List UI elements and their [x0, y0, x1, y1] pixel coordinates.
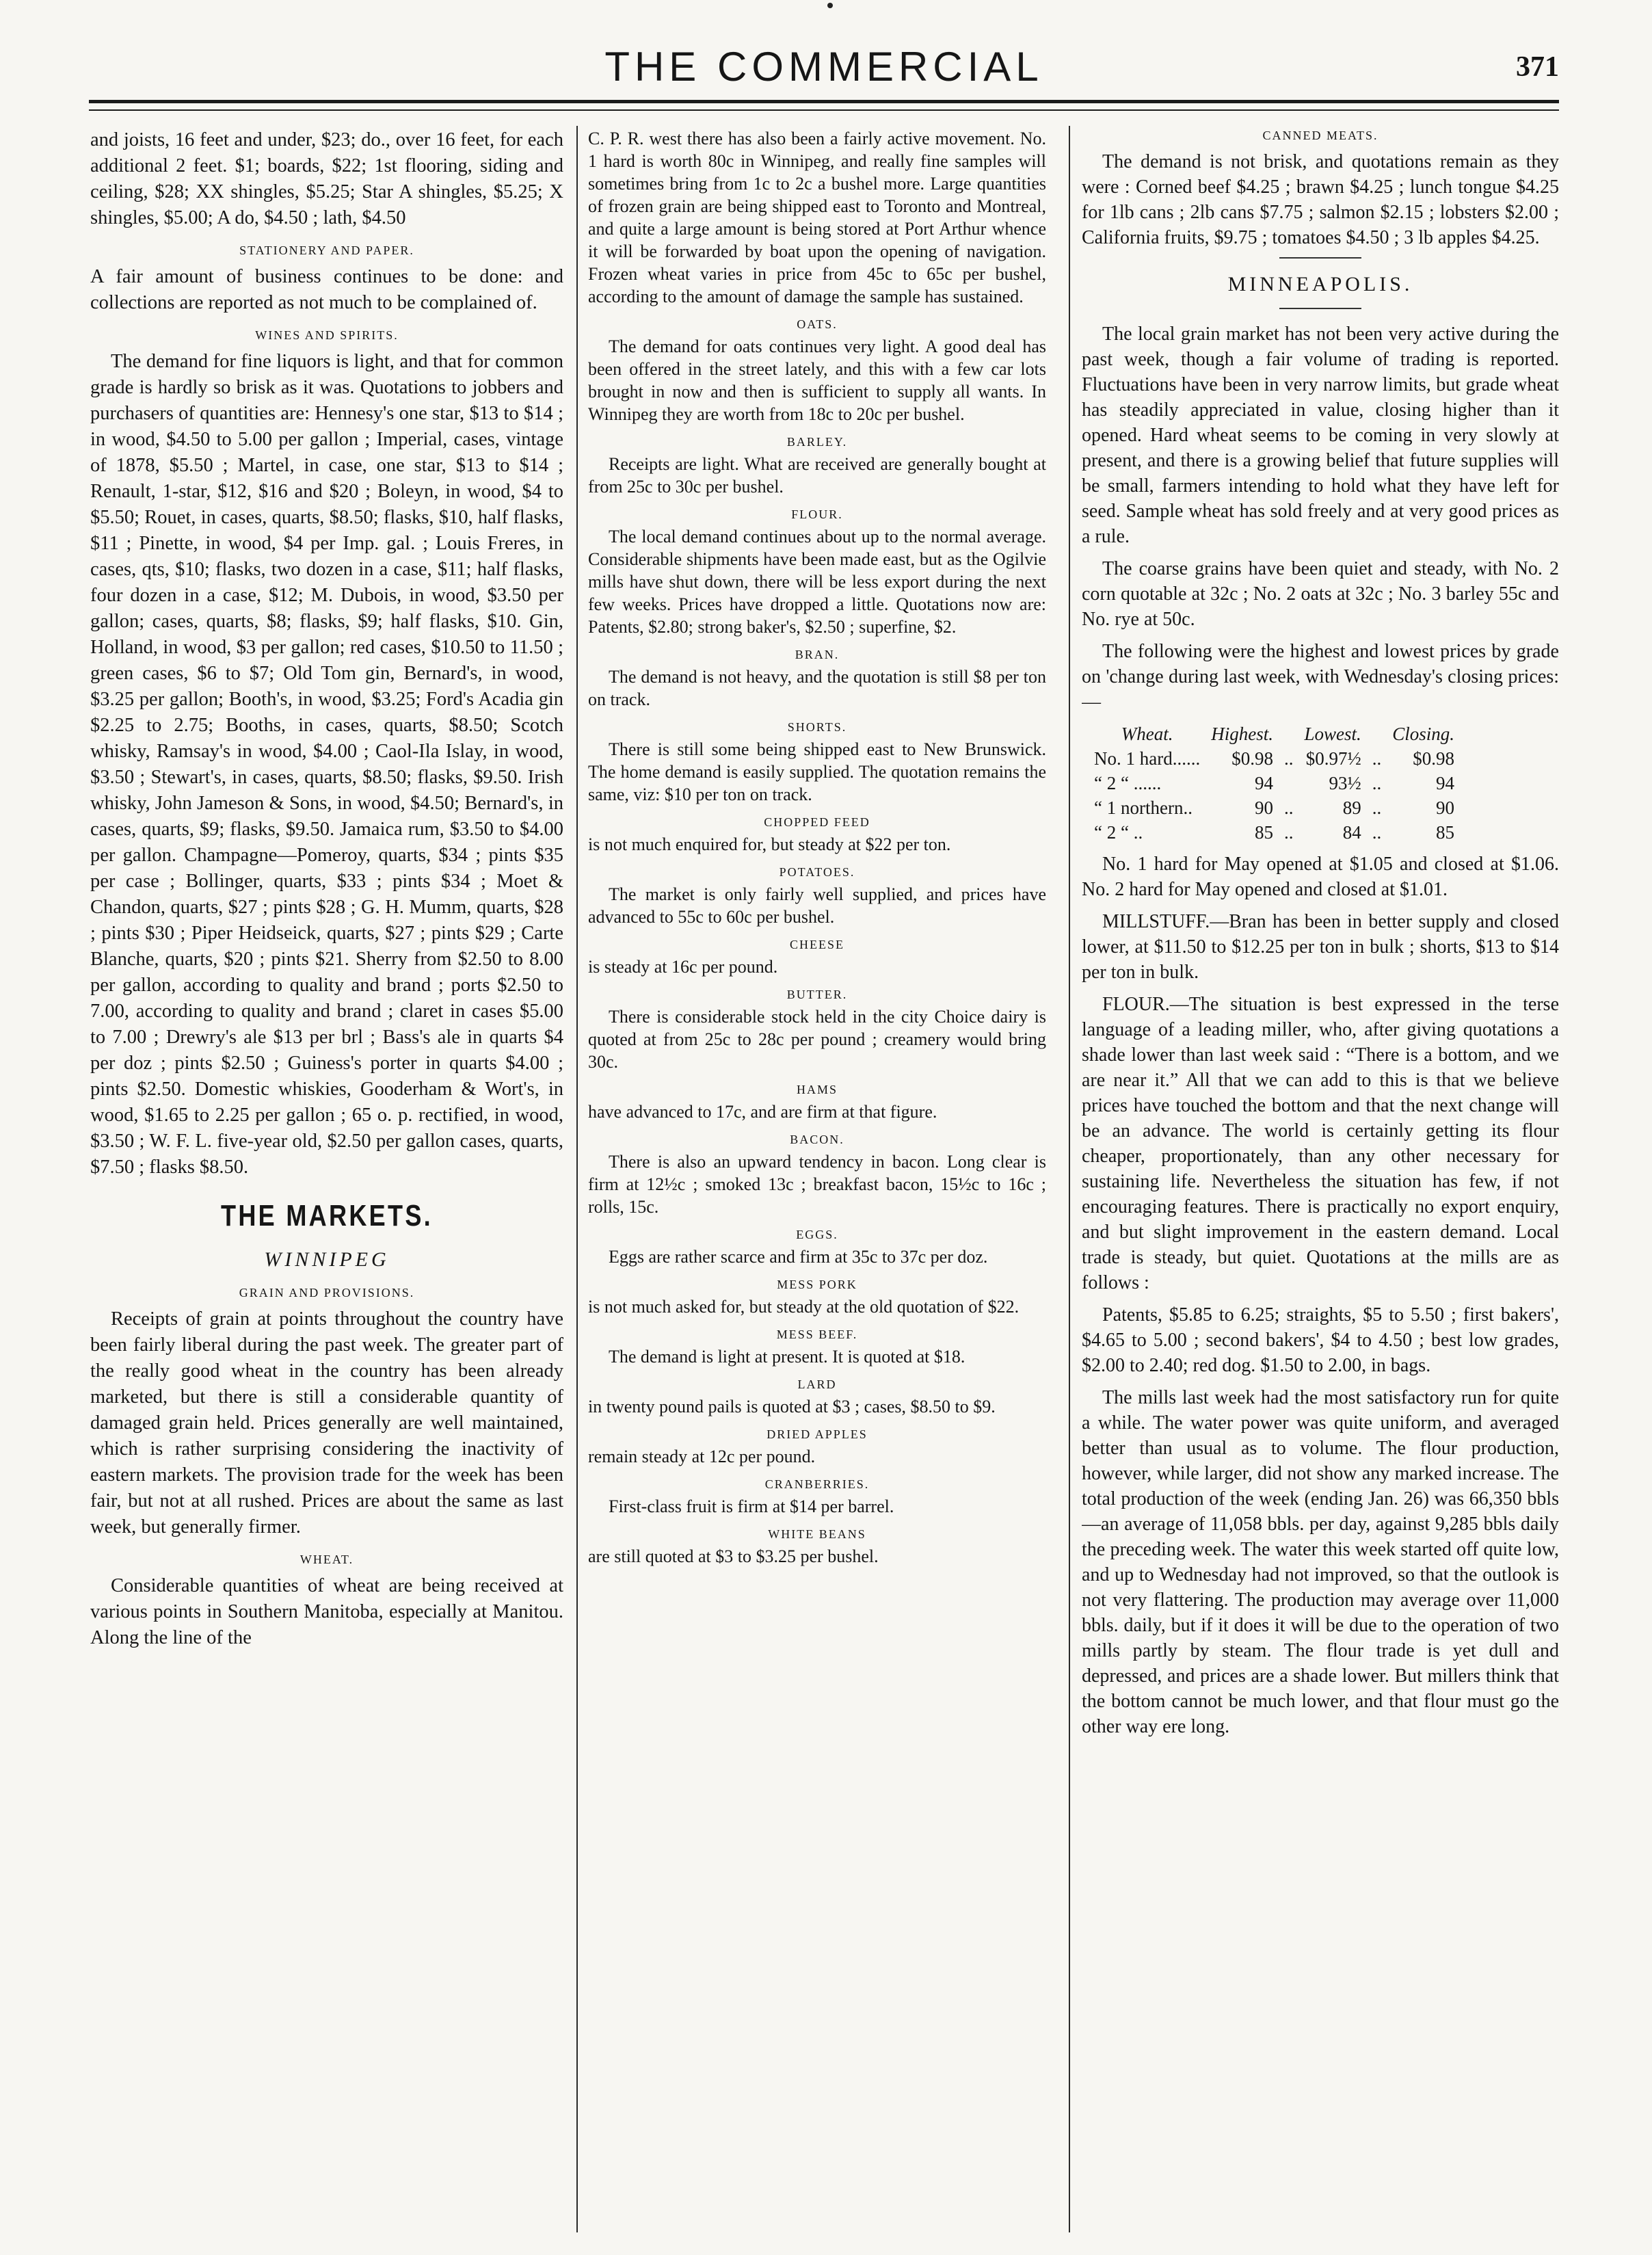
table-header: Highest.	[1211, 724, 1273, 744]
heading-the-markets: THE MARKETS.	[221, 1199, 433, 1232]
heading-flour: FLOUR.	[791, 507, 843, 521]
heading-mess-pork: MESS PORK	[777, 1278, 857, 1291]
minneapolis-paragraph-2: The coarse grains have been quiet and steady, with No. 2 corn quotable at 32c ; No. 2 oats at 32c ; No. 3 barley 55c and No. rye at 50c.	[1082, 558, 1559, 630]
wheat-continued-paragraph: C. P. R. west there has also been a fairly active movement. No. 1 hard is worth 80c in Winnipeg, and really fine samples will sometimes bring from 1c to 2c a bushel more. Large quantities of frozen grain are being shipped east to Toronto and Montreal, and quite a large amount is being stored at Port Arthur whence it will be forwarded by boat upon the opening of navigation. Frozen wheat varies in price from 45c to 65c per bushel, according to the amount of damage the sample has sustained.	[588, 129, 1046, 306]
grain-paragraph: Receipts of grain at points throughout the country have been fairly liberal during the past week. The greater part of the really good wheat in the country has been already marketed, but there is still a considerable quantity of damaged grain held. Prices generally are well maintained, which is rather surprising considering the inactivity of eastern markets. The provision trade for the week has been fair, but not at all rushed. Prices are about the same as last week, but generally firmer.	[90, 1308, 563, 1538]
table-cell: 85	[1436, 822, 1455, 843]
bran-paragraph: The demand is not heavy, and the quotation is still $8 per ton on track.	[588, 667, 1046, 709]
table-row	[1089, 746, 1460, 771]
table-cell: “ 2 “ ..	[1094, 822, 1143, 843]
hams-paragraph: have advanced to 17c, and are firm at that figure.	[588, 1102, 937, 1122]
table-cell: 90	[1254, 797, 1273, 818]
table-cell: “ 2 “ ......	[1094, 773, 1162, 793]
chopped-feed-paragraph: is not much enquired for, but steady at $22 per ton.	[588, 834, 951, 854]
table-cell	[1279, 771, 1299, 795]
heading-eggs: EGGS.	[796, 1228, 838, 1241]
table-cell: ..	[1372, 822, 1382, 843]
cheese-paragraph: is steady at 16c per pound.	[588, 957, 778, 977]
wines-paragraph: The demand for fine liquors is light, and that for common grade is hardly so brisk as it was. Quotations to jobbers and purchasers of quantities are: Hennesy's one star, $13 to $14 ; in wood, $4.50 to 5.00 per gallon ; Imperial, cases, vintage of 1878, $5.50 ; Martel, in case, one star, $13 to $14 ; Renault, 1-star, $12, $16 and $20 ; Boleyn, in wood, $4 to $5.50; Rouet, in cases, quarts, $8.50; flasks, $10, half flasks, $11 ; Pinette, in wood, $4 per Imp. gal. ; Louis Freres, in cases, qts, $10; flasks, two dozen in a case, $11; half flasks, four dozen in a case, $12; M. Dubois, in wood, $3.50 per gallon; cases, quarts, $8; flasks, $9; half flasks, $10. Gin, Holland, in wood, $3 per gallon; red cases, $10.50 to 11.50 ; green cases, $6 to $7; Old Tom gin, Bernard's, in wood, $3.25 per gallon; Booth's, in wood, $3.25; Ford's Acadia gin $2.25 to 2.75; Booths, in cases, quarts, $8.50; Scotch whisky, Ramsay's in wood, $4.00 ; Caol-Ila Islay, in wood, $3.50 ; Stewart's, in cases, quarts, $8.50; flasks, $9.50. Irish whisky, John Jameson & Sons, in wood, $4.50; Bernard's, in cases, quarts, $9; flasks, $9.50. Jamaica rum, $3.50 to $4.00 per gallon. Champagne—Pomeroy, quarts, $34 ; pints $35 per case ; Bollinger, quarts, $33 ; pints $34 ; Moet & Chandon, quarts, $27 ; pints $28 ; G. H. Mumm, quarts, $28 ; pints $30 ; Piper Heidseick, quarts, $27 ; pints $29 ; Carte Blanche, quarts, $20 ; pints $21. Sherry from $2.50 to 8.00 per gallon, according to quality and brand ; ports $2.50 to 7.00, according to quality and brand ; claret in cases $5.00 to 7.00 ; Drewry's ale $13 per brl ; Bass's ale in quarts $4 per doz ; pints $2.50 ; Guiness's porter in quarts $4.00 ; pints $2.50. Domestic whiskies, Gooderham & Wort's, in wood, $1.65 to 2.25 per gallon ; 65 o. p. rectified, in wood, $3.50 ; W. F. L. five-year old, $2.50 per gallon cases, quarts, $7.50 ; flasks $8.50.	[90, 351, 563, 1178]
table-header: Lowest.	[1304, 724, 1361, 744]
print-speck	[827, 3, 833, 8]
masthead-rule-thick	[89, 100, 1559, 103]
table-cell: $0.98	[1413, 748, 1455, 769]
heading-potatoes: POTATOES.	[779, 865, 855, 879]
heading-butter: BUTTER.	[786, 988, 848, 1001]
oats-paragraph: The demand for oats continues very light. A good deal has been offered in the street lately, and this with a few car lots brought in now and then is sufficient to supply all wants. In Winnipeg they are worth from 18c to 20c per bushel.	[588, 337, 1046, 424]
section-divider	[1279, 257, 1361, 259]
masthead-rule-thin	[89, 109, 1559, 111]
table-header-row	[1089, 722, 1460, 746]
butter-paragraph: There is considerable stock held in the city Choice dairy is quoted at from 25c to 28c per pound ; creamery would bring 30c.	[588, 1007, 1046, 1072]
heading-minneapolis: MINNEAPOLIS.	[1227, 273, 1413, 295]
heading-wines: WINES AND SPIRITS.	[255, 328, 399, 342]
table-cell: ..	[1283, 797, 1294, 818]
dried-apples-paragraph: remain steady at 12c per pound.	[588, 1447, 816, 1466]
heading-mess-beef: MESS BEEF.	[776, 1328, 858, 1341]
flour-paragraph-3: The mills last week had the most satisfactory run for quite a while. The water power was quite uniform, and averaged better than usual as to volume. The flour production, however, while larger, did not show any marked increase. The total production of the week (ending Jan. 26) was 66,350 bbls—an average of 11,058 bbls. per day, against 9,285 bbls daily the preceding week. The water this week started off quite low, and up to Wednesday had not improved, so that the outlook is not very flattering. The production may average over 11,000 bbls. daily, but if it does it will be due to the operation of two mills partly by steam. The flour trade is yet dull and depressed, and prices are a shade lower. But millers think that the bottom cannot be much lower, and that flour must go the other way ere long.	[1082, 1387, 1559, 1737]
publication-title: THE COMMERCIAL	[604, 44, 1043, 90]
table-cell: ..	[1372, 797, 1382, 818]
section-divider	[1279, 308, 1361, 309]
table-row	[1089, 820, 1460, 845]
column-2	[588, 127, 1046, 2237]
heading-cranberries: CRANBERRIES.	[764, 1477, 870, 1491]
column-divider-1	[576, 126, 578, 2232]
heading-shorts: SHORTS.	[787, 720, 847, 734]
lumber-paragraph: and joists, 16 feet and under, $23; do., over 16 feet, for each additional 2 feet. $1; boards, $22; 1st flooring, siding and ceiling, $28; XX shingles, $5.25; Star A shingles, $5.25; X shingles, $5.00; A do, $4.50 ; lath, $4.50	[90, 129, 563, 228]
bacon-paragraph: There is also an upward tendency in bacon. Long clear is firm at 12½c ; smoked 13c ; breakfast bacon, 15½c to 16c ; rolls, 15c.	[588, 1152, 1046, 1217]
table-cell: 89	[1342, 797, 1361, 818]
millstuff-paragraph: MILLSTUFF.—Bran has been in better supply and closed lower, at $11.50 to $12.25 per ton in bulk ; shorts, $13 to $14 per ton in bulk.	[1082, 911, 1559, 983]
white-beans-paragraph: are still quoted at $3 to $3.25 per bushel.	[588, 1546, 879, 1566]
heading-winnipeg: WINNIPEG	[264, 1248, 390, 1271]
page-number: 371	[1516, 51, 1559, 83]
flour-paragraph-1: FLOUR.—The situation is best expressed in the terse language of a leading miller, who, after giving quotations a shade lower than last week said : “There is a bottom, and we are near it.” All that we can add to this is that we believe prices have touched the bottom and that the next change will be an advance. The world is certainly getting its flour cheaper, proportionately, than any other necessary for sustaining life. Nevertheless the situation has few, if not encouraging features. There is practically no export enquiry, and but slight improvement in the eastern demand. Local trade is steady, but quiet. Quotations at the mills are as follows :	[1082, 994, 1559, 1293]
flour-paragraph: The local demand continues about up to the normal average. Considerable shipments have been made east, but as the Ogilvie mills have shut down, there will be less export during the next few weeks. Prices have dropped a little. Quotations now are: Patents, $2.80; strong baker's, $2.50 ; superfine, $2.	[588, 527, 1046, 637]
heading-bran: BRAN.	[795, 648, 840, 661]
table-cell: $0.98	[1231, 748, 1273, 769]
table-cell: ..	[1283, 822, 1294, 843]
table-cell: 94	[1436, 773, 1455, 793]
heading-chopped-feed: CHOPPED FEED	[764, 815, 870, 829]
column-3	[1082, 127, 1559, 2237]
canned-meats-paragraph: The demand is not brisk, and quotations remain as they were : Corned beef $4.25 ; brawn $4.25 ; lunch tongue $4.25 for 1lb cans ; 2lb cans $7.75 ; salmon $2.15 ; lobsters $2.00 ; California fruits, $9.75 ; tomatoes $4.50 ; 3 lb apples $4.25.	[1082, 151, 1559, 248]
column-1	[90, 127, 563, 2237]
heading-bacon: BACON.	[790, 1133, 844, 1146]
flour-paragraph-2: Patents, $5.85 to 6.25; straights, $5 to 5.50 ; first bakers', $4.65 to 5.00 ; second bakers', $4 to 4.50 ; best low grades, $2.00 to 2.40; red dog. $1.50 to 2.00, in bags.	[1082, 1304, 1559, 1376]
heading-oats: OATS.	[797, 317, 838, 331]
mess-beef-paragraph: The demand is light at present. It is quoted at $18.	[609, 1347, 965, 1367]
eggs-paragraph: Eggs are rather scarce and firm at 35c to 37c per doz.	[609, 1247, 988, 1267]
table-cell: No. 1 hard......	[1094, 748, 1201, 769]
table-cell: 94	[1254, 773, 1273, 793]
heading-barley: BARLEY.	[786, 435, 848, 449]
heading-wheat: WHEAT.	[299, 1553, 354, 1566]
table-row	[1089, 771, 1460, 795]
heading-white-beans: WHITE BEANS	[768, 1527, 866, 1541]
table-cell: 90	[1436, 797, 1455, 818]
heading-dried-apples: DRIED APPLES	[767, 1427, 868, 1441]
masthead	[89, 42, 1559, 92]
column-divider-2	[1069, 126, 1070, 2232]
wheat-price-table	[1089, 722, 1460, 845]
table-cell: ..	[1372, 748, 1382, 769]
table-cell: “ 1 northern..	[1094, 797, 1193, 818]
heading-lard: LARD	[797, 1377, 837, 1391]
cranberries-paragraph: First-class fruit is firm at $14 per barrel.	[609, 1496, 894, 1516]
table-cell: 85	[1254, 822, 1273, 843]
table-cell: $0.97½	[1305, 748, 1361, 769]
minneapolis-paragraph-4: No. 1 hard for May opened at $1.05 and closed at $1.06. No. 2 hard for May opened and closed at $1.01.	[1082, 854, 1559, 900]
potatoes-paragraph: The market is only fairly well supplied, and prices have advanced to 55c to 60c per bushel.	[588, 884, 1046, 927]
shorts-paragraph: There is still some being shipped east to New Brunswick. The home demand is easily supplied. The quotation remains the same, viz: $10 per ton on track.	[588, 739, 1046, 804]
table-header: Wheat.	[1121, 724, 1173, 744]
wheat-paragraph: Considerable quantities of wheat are being received at various points in Southern Manitoba, especially at Manitou. Along the line of the	[90, 1575, 563, 1648]
heading-hams: HAMS	[796, 1083, 838, 1096]
table-row	[1089, 795, 1460, 820]
table-header: Closing.	[1392, 724, 1455, 744]
heading-stationery: STATIONERY AND PAPER.	[239, 243, 414, 257]
heading-canned-meats: CANNED MEATS.	[1262, 129, 1378, 142]
table-cell: 84	[1342, 822, 1361, 843]
stationery-paragraph: A fair amount of business continues to be done: and collections are reported as not much to be complained of.	[90, 266, 563, 313]
table-cell: 93½	[1329, 773, 1361, 793]
heading-grain-provisions: GRAIN AND PROVISIONS.	[239, 1286, 415, 1300]
table-cell: ..	[1283, 748, 1294, 769]
barley-paragraph: Receipts are light. What are received are generally bought at from 25c to 30c per bushel.	[588, 454, 1046, 497]
table-cell: ..	[1372, 773, 1382, 793]
minneapolis-paragraph-1: The local grain market has not been very active during the past week, though a fair volume of trading is reported. Fluctuations have been in very narrow limits, but grade wheat has steadily appreciated in value, closing higher than it opened. Hard wheat seems to be coming in very slowly at present, and there is a growing belief that future supplies will be small, farmers intending to hold what they have left for seed. Sample wheat has sold freely and at very good prices as a rule.	[1082, 324, 1559, 547]
minneapolis-paragraph-3: The following were the highest and lowest prices by grade on 'change during last week, with Wednesday's closing prices:—	[1082, 641, 1559, 713]
lard-paragraph: in twenty pound pails is quoted at $3 ; cases, $8.50 to $9.	[588, 1397, 996, 1416]
mess-pork-paragraph: is not much asked for, but steady at the old quotation of $22.	[588, 1297, 1020, 1317]
heading-cheese: CHEESE	[789, 938, 844, 951]
